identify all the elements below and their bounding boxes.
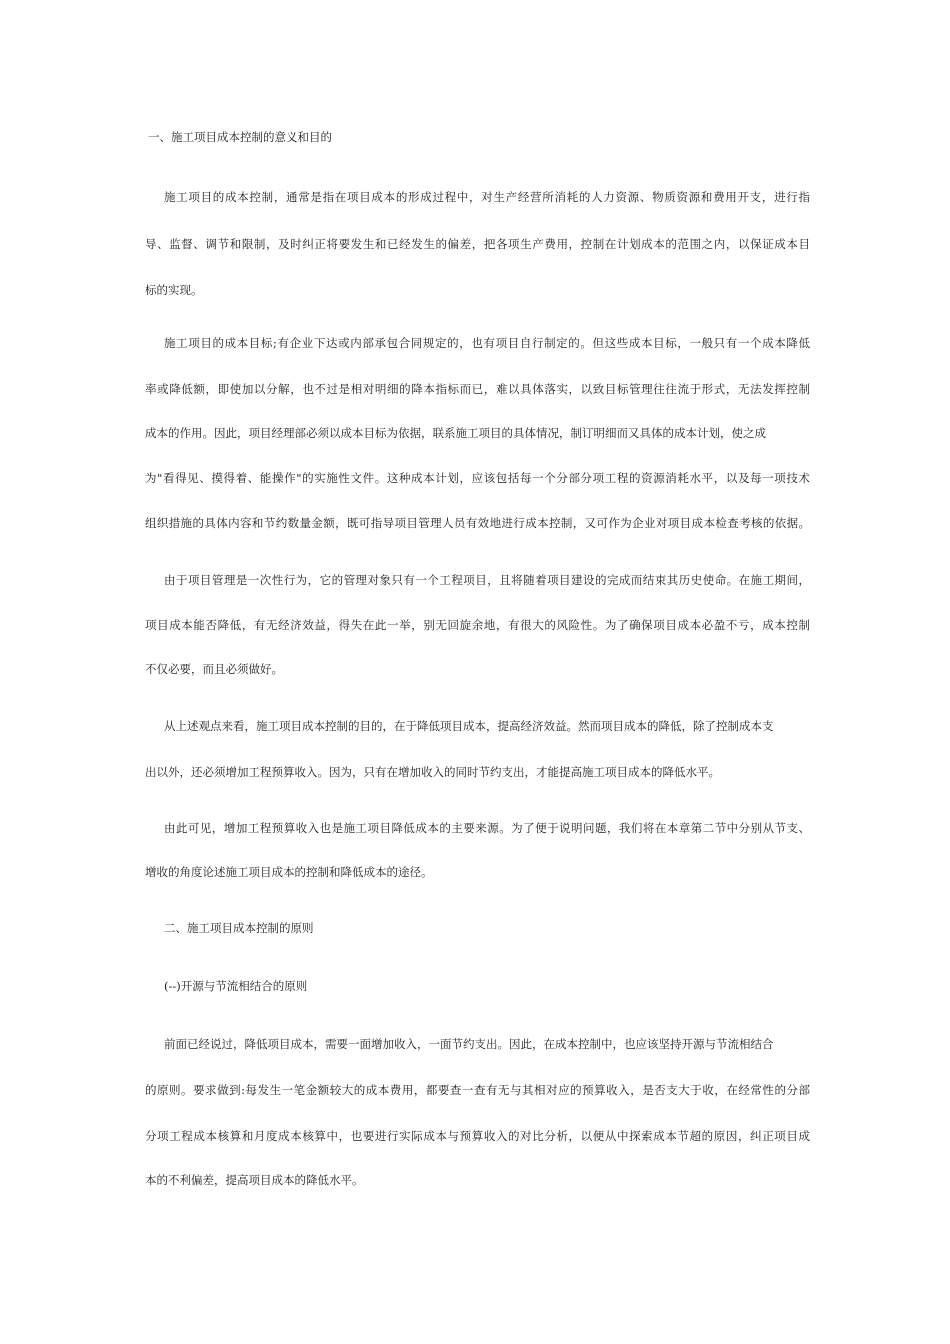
- paragraph-3-line-3: 不仅必要，而且必须做好。: [145, 662, 283, 676]
- section-heading-1: 一、施工项目成本控制的意义和目的: [148, 130, 332, 144]
- paragraph-6-line-3: 分项工程成本核算和月度成本核算中，也要进行实际成本与预算收入的对比分析，以便从中探索成本节超的原因，纠正项目成: [145, 1129, 810, 1143]
- paragraph-2-line-2: 率或降低额，即使加以分解，也不过是相对明细的降本指标而已，难以具体落实，以致目标管理往往流于形式，无法发挥控制: [145, 382, 810, 396]
- paragraph-2-line-5: 组织措施的具体内容和节约数量金额，既可指导项目管理人员有效地进行成本控制，又可作为企业对项目成本检查考核的依据。: [145, 516, 810, 530]
- paragraph-3-line-2: 项目成本能否降低，有无经济效益，得失在此一举，别无回旋余地，有很大的风险性。为了确保项目成本必盈不亏，成本控制: [145, 618, 810, 632]
- paragraph-6-line-4: 本的不利偏差，提高项目成本的降低水平。: [145, 1173, 364, 1187]
- paragraph-2-line-3: 成本的作用。因此，项目经理部必须以成本目标为依据，联系施工项目的具体情况，制订明细而又具体的成本计划，使之成: [145, 426, 766, 440]
- paragraph-6-line-2: 的原则。要求做到:每发生一笔金额较大的成本费用，都要查一查有无与其相对应的预算收入，是否支大于收，在经常性的分部: [145, 1083, 810, 1097]
- paragraph-2-line-1: 施工项目的成本目标;有企业下达或内部承包合同规定的，也有项目自行制定的。但这些成本目标，一般只有一个成本降低: [164, 336, 810, 350]
- paragraph-5-line-2: 增收的角度论述施工项目成本的控制和降低成本的途径。: [145, 865, 433, 879]
- paragraph-1-line-1: 施工项目的成本控制，通常是指在项目成本的形成过程中，对生产经营所消耗的人力资源、物质资源和费用开支，进行指: [164, 190, 810, 204]
- paragraph-6-line-1: 前面已经说过，降低项目成本，需要一面增加收入，一面节约支出。因此，在成本控制中，也应该坚持开源与节流相结合: [164, 1037, 774, 1051]
- paragraph-4-line-1: 从上述观点来看，施工项目成本控制的目的，在于降低项目成本，提高经济效益。然而项目成本的降低，除了控制成本支: [164, 719, 774, 733]
- subsection-heading: (--)开源与节流相结合的原则: [164, 979, 308, 993]
- paragraph-4-line-2: 出以外，还必须增加工程预算收入。因为，只有在增加收入的同时节约支出，才能提高施工项目成本的降低水平。: [145, 765, 720, 779]
- paragraph-2-line-4: 为"看得见、摸得着、能操作"的实施性文件。这种成本计划，应该包括每一个分部分项工程的资源消耗水平，以及每一项技术: [145, 471, 810, 485]
- paragraph-5-line-1: 由此可见，增加工程预算收入也是施工项目降低成本的主要来源。为了便于说明问题，我们将在本章第二节中分别从节支、: [164, 821, 810, 835]
- paragraph-3-line-1: 由于项目管理是一次性行为，它的管理对象只有一个工程项目，且将随着项目建设的完成而结束其历史使命。在施工期间，: [164, 573, 810, 587]
- paragraph-1-line-2: 导、监督、调节和限制，及时纠正将要发生和已经发生的偏差，把各项生产费用，控制在计划成本的范围之内，以保证成本目: [145, 237, 810, 251]
- paragraph-1-line-3: 标的实现。: [145, 283, 203, 297]
- section-heading-2: 二、施工项目成本控制的原则: [164, 921, 314, 935]
